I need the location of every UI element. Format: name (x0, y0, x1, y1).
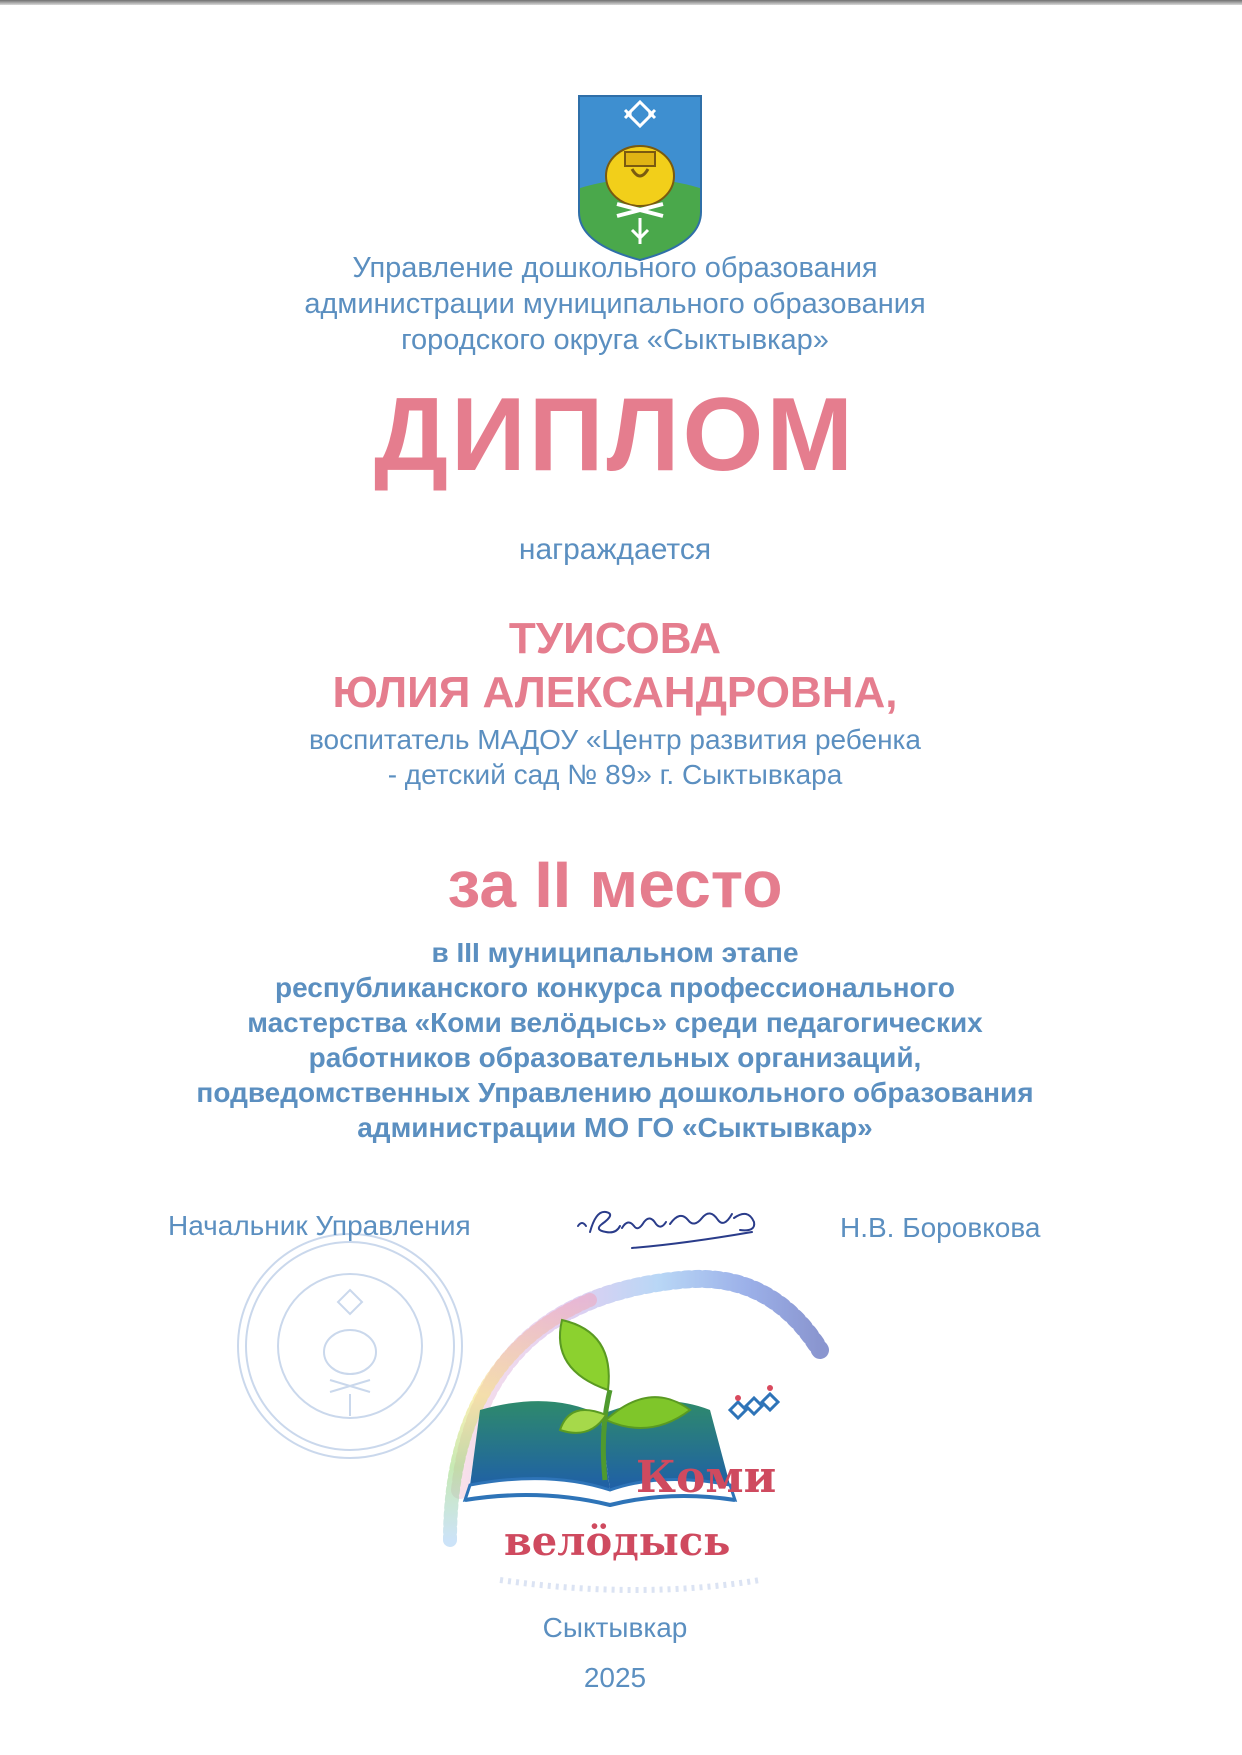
logo-text-komi: Коми (636, 1452, 777, 1503)
signer-role: Начальник Управления (168, 1210, 471, 1241)
org-line-2: администрации муниципального образования (304, 288, 926, 320)
position-line-1: воспитатель МАДОУ «Центр развития ребенка (309, 724, 921, 755)
award-place: за II место (447, 847, 783, 921)
issuing-organization (0, 250, 1230, 358)
komi-velodys-book-sprout-logo (440, 1240, 900, 1600)
achievement-line: подведомственных Управлению дошкольного образования (196, 1077, 1034, 1108)
recipient-surname: ТУИСОВА (508, 614, 722, 663)
scan-edge (0, 0, 1242, 5)
signer-name: Н.В. Боровкова (840, 1212, 1041, 1243)
diploma-title: ДИПЛОМ (373, 377, 857, 493)
recipient-name (0, 612, 1230, 720)
city-coat-of-arms-icon (577, 94, 703, 262)
achievement-line: в III муниципальном этапе (431, 937, 799, 968)
city-name: Сыктывкар (542, 1612, 688, 1643)
achievement-description (0, 935, 1230, 1145)
position-line-2: - детский сад № 89» г. Сыктывкара (387, 759, 843, 790)
issue-year: 2025 (583, 1662, 647, 1693)
round-seal-icon (234, 1230, 466, 1462)
logo-text-velodys: велӧдысь (504, 1518, 731, 1565)
org-line-1: Управление дошкольного образования (352, 252, 878, 284)
recipient-given-names: ЮЛИЯ АЛЕКСАНДРОВНА, (332, 668, 898, 717)
org-line-3: городского округа «Сыктывкар» (401, 324, 829, 356)
recipient-position (0, 722, 1230, 792)
achievement-line: мастерства «Коми велӧдысь» среди педагогических (247, 1007, 983, 1038)
awarded-label: награждается (518, 533, 712, 566)
achievement-line: администрации МО ГО «Сыктывкар» (357, 1112, 873, 1143)
achievement-line: работников образовательных организаций, (308, 1042, 922, 1073)
achievement-line: республиканского конкурса профессионального (274, 972, 955, 1003)
